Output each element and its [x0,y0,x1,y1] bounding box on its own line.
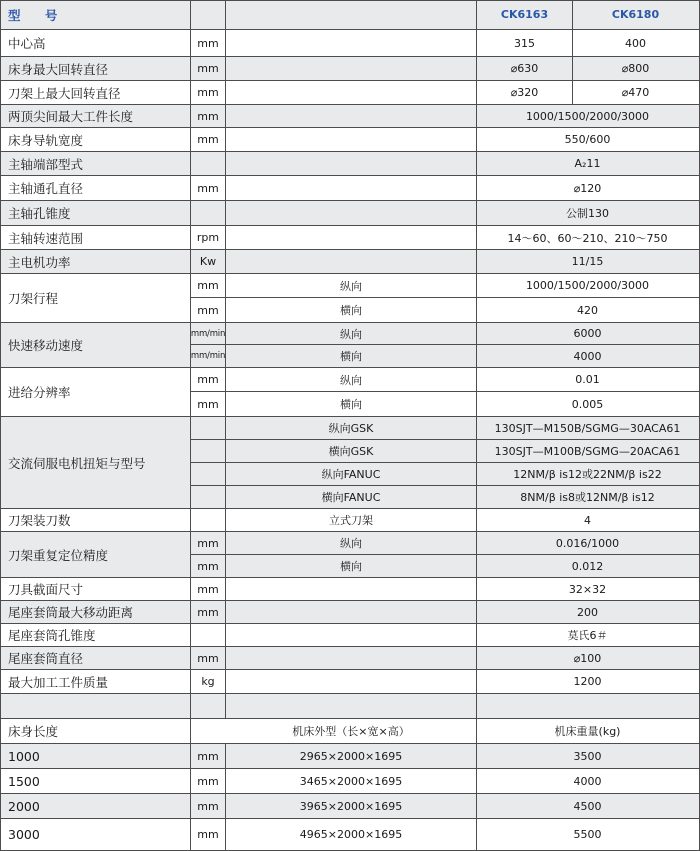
spec-unit [191,152,225,175]
spec-label: 主轴孔锥度 [8,206,71,221]
spec-value-b: ⌀470 [621,86,650,99]
spec-row [0,647,700,669]
model-b-heading: CK6180 [611,8,660,21]
row-divider [0,693,700,694]
header-label: 型 号 [8,7,68,23]
row-divider [190,554,700,555]
spec-sub-label: 横向 [340,560,362,573]
spec-sub-label: 横向 [340,304,362,317]
bed-header-row [0,719,700,743]
spec-unit [191,624,225,646]
spec-label: 刀架上最大回转直径 [8,85,121,101]
row-divider [0,600,700,601]
row-divider [190,439,700,440]
column-divider [572,0,573,104]
row-divider [190,391,700,392]
spec-label: 刀具截面尺寸 [8,582,84,597]
row-divider [0,225,700,226]
spec-row [0,57,700,80]
spec-value: 8NM/β is8或12NM/β is12 [520,491,655,504]
spec-value: 1000/1500/2000/3000 [525,109,650,123]
row-divider [0,322,700,323]
bed-unit: mm [197,827,219,841]
spec-label: 刀架重复定位精度 [8,547,109,563]
spec-subrow [0,345,700,367]
spec-subrow [0,298,700,322]
table-header [0,0,700,29]
spec-sub-label: 纵向FANUC [321,468,381,481]
row-divider [0,56,700,57]
spec-subrow [0,486,700,508]
spec-label: 主轴端部型式 [8,156,84,172]
spec-unit [191,463,225,485]
spec-unit: mm [197,36,219,50]
spec-subrow [0,440,700,462]
spec-label: 刀架装刀数 [8,513,71,528]
spec-label: 快速移动速度 [8,338,84,353]
spec-unit: mm/min [191,351,225,361]
spec-label: 主轴通孔直径 [8,181,84,196]
spec-subrow [0,323,700,344]
spec-subrow [0,274,700,297]
spec-label: 交流伺服电机扭矩与型号 [8,455,146,471]
spec-row [0,152,700,175]
bed-weight: 4500 [573,799,602,813]
spec-value: 0.016/1000 [555,536,620,550]
spec-row [0,509,700,531]
bed-row [0,744,700,768]
spec-value: 420 [577,303,598,317]
spacer-row [0,694,700,718]
spec-row [0,601,700,623]
spec-row [0,30,700,56]
bed-length: 1000 [8,748,40,764]
row-divider [0,508,700,509]
spec-subrow [0,463,700,485]
spec-unit: mm [197,62,219,75]
spec-label: 刀架行程 [8,291,59,306]
spec-unit: mm [197,133,219,146]
spec-value: 0.005 [571,397,604,411]
spec-unit [191,509,225,531]
bed-length: 1500 [8,773,40,789]
spec-subrow [0,368,700,391]
spec-sub-label: 纵向 [340,279,362,293]
bed-weight: 4000 [573,774,602,788]
model-a-heading: CK6163 [500,8,549,21]
spec-value: 莫氏6＃ [567,629,608,642]
spec-label: 尾座套筒直径 [8,651,84,666]
spec-unit: mm [197,86,219,99]
bed-dimension: 3965×2000×1695 [299,799,403,813]
spec-value: A₂11 [574,157,601,170]
spec-value: 200 [577,605,598,619]
bed-unit: mm [197,749,219,763]
row-divider [0,80,700,81]
spec-value: ⌀100 [573,651,602,665]
spec-unit: rpm [196,231,220,244]
spec-label: 进给分辨率 [8,385,71,400]
spec-sub-label: 横向GSK [328,445,374,458]
bed-unit: mm [197,799,219,813]
spec-value-a: 315 [514,36,535,50]
bed-length-heading: 床身长度 [8,724,59,739]
spec-unit: mm [197,651,219,665]
spec-sub-label: 纵向 [340,373,362,387]
spec-value-b: 400 [625,36,646,50]
spec-value: 12NM/β is12或22NM/β is22 [513,468,662,481]
spec-sub-label: 纵向 [340,537,362,550]
row-divider [0,623,700,624]
spec-unit: mm [197,303,219,317]
spec-row [0,250,700,273]
dimension-heading: 机床外型（长×宽×高） [292,725,410,738]
bed-dimension: 3465×2000×1695 [299,774,403,788]
row-divider [0,743,700,744]
row-divider [0,577,700,578]
row-divider [0,793,700,794]
bed-length: 2000 [8,798,40,814]
spec-unit: mm [197,397,219,411]
bed-length: 3000 [8,826,40,842]
bed-dimension: 2965×2000×1695 [299,749,403,763]
spec-subrow [0,417,700,439]
bed-row [0,769,700,793]
spec-value: 4000 [573,349,602,363]
row-divider [0,669,700,670]
spec-row [0,105,700,127]
spec-unit: mm [197,605,219,619]
spec-subrow [0,555,700,577]
weight-heading: 机床重量(kg) [554,725,621,738]
row-divider [0,249,700,250]
spec-value: 130SJT—M100B/SGMG—20ACA61 [494,444,681,458]
spec-row [0,578,700,600]
spec-unit: mm [197,582,219,596]
row-divider [190,485,700,486]
bed-dimension: 4965×2000×1695 [299,827,403,841]
row-divider [0,646,700,647]
row-divider [0,127,700,128]
bed-row [0,819,700,849]
spec-unit [191,201,225,225]
spec-value-a: ⌀320 [510,86,539,99]
row-divider [0,200,700,201]
row-divider [190,297,700,298]
bed-row [0,794,700,818]
bed-weight: 3500 [573,749,602,763]
column-divider [225,744,226,851]
spec-unit: mm [197,109,219,123]
spec-unit: mm [197,559,219,573]
spec-label: 床身导轨宽度 [8,132,84,148]
spec-unit [191,417,225,439]
spec-unit: Kw [199,255,217,268]
spec-label: 尾座套筒最大移动距离 [8,605,134,620]
spec-label: 主轴转速范围 [8,230,84,246]
column-divider [225,0,226,719]
row-divider [0,718,700,719]
spec-sub-label: 横向 [340,350,362,363]
spec-label: 主电机功率 [8,254,71,270]
spec-subrow [0,532,700,554]
row-divider [190,344,700,345]
spec-subrow [0,392,700,416]
spec-value-b: ⌀800 [621,62,650,75]
row-divider [0,818,700,819]
spec-value: 公制130 [566,207,609,220]
row-divider [0,104,700,105]
spec-sub-label: 纵向GSK [328,422,374,435]
row-divider [190,462,700,463]
spec-unit: mm [197,536,219,550]
spec-row [0,128,700,151]
spec-label: 最大加工工件质量 [8,674,109,690]
spec-sub-label: 纵向 [340,327,362,341]
spec-row [0,226,700,249]
spec-unit [191,486,225,508]
spec-unit: mm [197,373,219,386]
spec-row [0,624,700,646]
spec-sub-label: 立式刀架 [329,514,373,527]
spec-value: 14～60、60～210、210～750 [507,231,668,245]
spec-value-a: ⌀630 [510,62,539,75]
spec-row [0,670,700,693]
row-divider [0,151,700,152]
spec-unit: mm/min [191,328,225,339]
spec-value: ⌀120 [573,181,602,195]
spec-label: 床身最大回转直径 [8,61,109,77]
spec-value: 550/600 [564,133,611,146]
spec-unit: kg [201,675,215,688]
spec-unit [191,440,225,462]
spec-sub-label: 横向FANUC [321,491,381,504]
spec-value: 1000/1500/2000/3000 [525,279,650,292]
spec-value: 0.01 [575,373,600,386]
spec-unit: mm [197,279,219,292]
row-divider [0,175,700,176]
row-divider [0,273,700,274]
spec-value: 1200 [573,675,602,688]
spec-unit: mm [197,181,219,195]
spec-value: 0.012 [571,559,604,573]
spec-sub-label: 横向 [340,398,362,411]
spec-row [0,201,700,225]
spec-row [0,176,700,200]
spec-row [0,81,700,104]
spec-value: 32×32 [568,582,607,596]
row-divider [0,531,700,532]
spec-label: 中心高 [8,36,46,51]
row-divider [0,768,700,769]
row-divider [0,367,700,368]
spec-value: 130SJT—M150B/SGMG—30ACA61 [494,421,681,435]
spec-value: 4 [584,513,591,527]
spec-label: 尾座套筒孔锥度 [8,628,96,643]
bed-unit: mm [197,774,219,788]
spec-value: 6000 [573,327,602,340]
spec-label: 两顶尖间最大工件长度 [8,109,134,124]
spec-value: 11/15 [571,255,604,268]
bed-weight: 5500 [573,827,602,841]
row-divider [0,29,700,30]
row-divider [0,416,700,417]
